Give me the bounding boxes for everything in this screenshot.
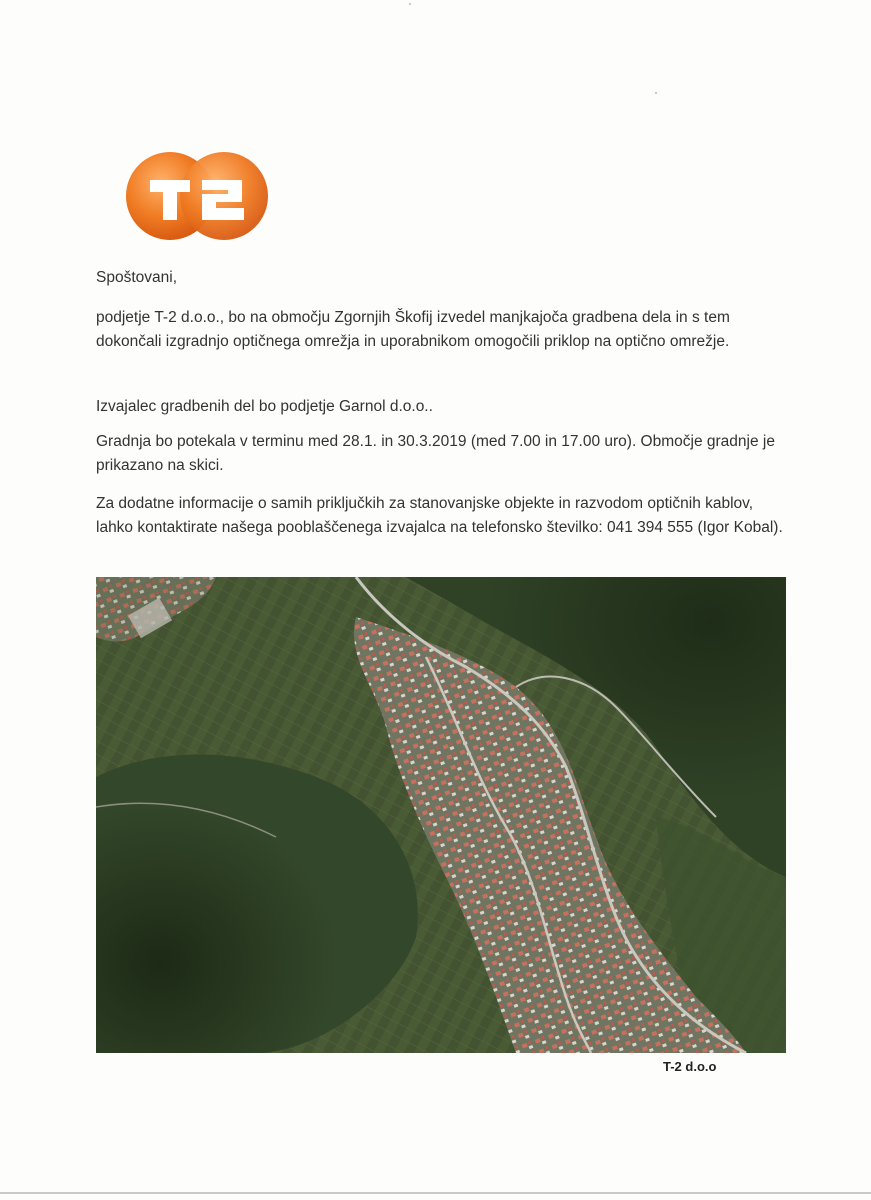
paragraph-contact: Za dodatne informacije o samih priključkih za stanovanjske objekte in razvodom optičnih kablov, lahko kontaktirate našega pooblaščenega izvajalca na telefonsko številko: 041 394 555 (Igor Kobal). <box>96 495 783 536</box>
t2-logo <box>124 150 270 242</box>
signature: T-2 d.o.o <box>663 1059 717 1074</box>
scan-edge <box>0 1192 871 1194</box>
paragraph-contractor: Izvajalec gradbenih del bo podjetje Garnol d.o.o.. <box>96 398 433 415</box>
paragraph-schedule: Gradnja bo potekala v terminu med 28.1. in 30.3.2019 (med 7.00 in 17.00 uro). Območje gradnje je prikazano na skici. <box>96 433 775 474</box>
salutation: Spoštovani, <box>96 269 177 286</box>
paragraph-announcement: podjetje T-2 d.o.o., bo na območju Zgornjih Škofij izvedel manjkajoča gradbena dela in s tem dokončali izgradnjo optičnega omrežja in uporabnikom omogočili priklop na optično omrežje. <box>96 309 730 350</box>
scan-dot <box>655 92 657 94</box>
scan-dot <box>409 3 411 5</box>
aerial-map-image <box>96 577 786 1053</box>
